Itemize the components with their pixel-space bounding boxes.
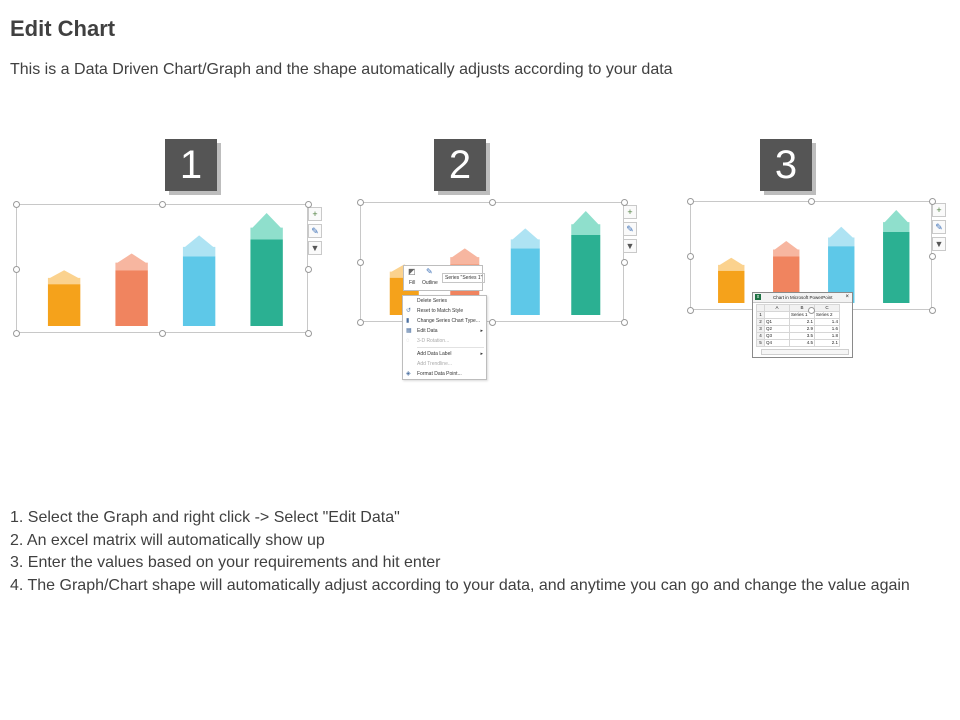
chart-2[interactable] (360, 202, 624, 322)
resize-handle[interactable] (13, 330, 20, 337)
chart-1-tools (308, 207, 322, 258)
menu-item-delete-series[interactable] (403, 296, 486, 306)
cell[interactable]: 4.5 (790, 340, 815, 347)
page-title: Edit Chart (10, 16, 116, 41)
plus-icon[interactable]: + (932, 203, 946, 217)
arrow-series-2-2[interactable] (115, 253, 147, 270)
resize-handle[interactable] (929, 253, 936, 260)
bar-series-1-3[interactable] (183, 256, 215, 326)
table-icon: ▦ (406, 328, 412, 334)
chart-1-svg (17, 205, 307, 332)
outline-label: Outline (422, 280, 438, 286)
column-header: B (790, 305, 815, 312)
arrow-series-2-4[interactable] (250, 213, 282, 240)
menu-item-edit-data[interactable] (403, 326, 486, 336)
filter-icon[interactable]: ▼ (623, 239, 637, 253)
brush-icon[interactable]: ✎ (308, 224, 322, 238)
resize-handle[interactable] (621, 259, 628, 266)
resize-handle[interactable] (489, 199, 496, 206)
row-header: 2 (757, 319, 765, 326)
resize-handle[interactable] (357, 319, 364, 326)
excel-icon: x (756, 294, 760, 300)
bar-series-1-3[interactable] (511, 248, 540, 315)
submenu-arrow-icon: ▸ (480, 351, 483, 357)
bar-series-1-4[interactable] (883, 232, 909, 303)
resize-handle[interactable] (305, 266, 312, 273)
excel-grid (756, 304, 840, 347)
bar-series-1-4[interactable] (571, 235, 600, 315)
excel-titlebar (753, 293, 852, 303)
series-select[interactable]: Series "Series 1" (442, 273, 485, 283)
resize-handle[interactable] (159, 201, 166, 208)
resize-handle[interactable] (489, 319, 496, 326)
cell[interactable]: Q1 (765, 319, 790, 326)
resize-handle[interactable] (13, 201, 20, 208)
cell[interactable]: 1.6 (815, 326, 840, 333)
row-header: 3 (757, 326, 765, 333)
instruction-step-4: 4. The Graph/Chart shape will automatically adjust according to your data, and anytime you can go and change the value again (10, 576, 910, 594)
cell[interactable]: Q3 (765, 333, 790, 340)
resize-handle[interactable] (305, 330, 312, 337)
step-badge-1: 1 (165, 139, 217, 191)
column-header: A (765, 305, 790, 312)
cell[interactable]: 3.5 (790, 333, 815, 340)
resize-handle[interactable] (808, 198, 815, 205)
bar-series-1-2[interactable] (115, 270, 147, 326)
reset-icon: ↺ (406, 308, 412, 314)
chart-1[interactable] (16, 204, 308, 333)
brush-icon[interactable]: ✎ (932, 220, 946, 234)
context-menu (402, 295, 487, 380)
row-header: 4 (757, 333, 765, 340)
close-icon[interactable]: × (845, 294, 849, 300)
resize-handle[interactable] (687, 253, 694, 260)
arrow-series-2-3[interactable] (511, 228, 540, 248)
horizontal-scrollbar[interactable] (761, 349, 849, 355)
resize-handle[interactable] (357, 199, 364, 206)
row-header: 1 (757, 312, 765, 319)
plus-icon[interactable]: + (308, 207, 322, 221)
resize-handle[interactable] (305, 201, 312, 208)
menu-item-format-data-point[interactable] (403, 369, 486, 379)
mini-toolbar (403, 265, 483, 291)
cell[interactable]: Series 1 (790, 312, 815, 319)
step-badge-3: 3 (760, 139, 812, 191)
filter-icon[interactable]: ▼ (932, 237, 946, 251)
bar-series-1-4[interactable] (250, 240, 282, 326)
menu-item-label: Add Trendline... (417, 361, 453, 367)
arrow-series-2-3[interactable] (828, 227, 854, 246)
fill-bucket-icon[interactable]: ◩ (408, 267, 416, 276)
arrow-series-2-2[interactable] (450, 248, 479, 264)
row-header: 5 (757, 340, 765, 347)
cell[interactable]: Q2 (765, 326, 790, 333)
cell[interactable]: 2.1 (790, 319, 815, 326)
resize-handle[interactable] (13, 266, 20, 273)
chart-type-icon: ▮ (406, 318, 410, 324)
arrow-series-2-2[interactable] (773, 241, 799, 257)
excel-title: Chart in Microsoft PowerPoint (773, 295, 833, 300)
arrow-series-2-4[interactable] (571, 211, 600, 235)
menu-item-label: Add Data Label (417, 351, 452, 357)
fill-label: Fill (409, 280, 416, 286)
plus-icon[interactable]: + (623, 205, 637, 219)
format-icon: ◈ (406, 371, 411, 377)
menu-item-add-data-label[interactable] (403, 349, 486, 359)
arrow-series-2-1[interactable] (48, 270, 80, 284)
menu-item-label: Reset to Match Style (417, 308, 464, 314)
resize-handle[interactable] (929, 307, 936, 314)
cell[interactable]: 1.8 (815, 333, 840, 340)
page-subtitle: This is a Data Driven Chart/Graph and the shape automatically adjusts according to your data (10, 61, 673, 78)
brush-icon[interactable]: ✎ (623, 222, 637, 236)
menu-item-change-chart-type[interactable] (403, 316, 486, 326)
column-header: C (815, 305, 840, 312)
resize-handle[interactable] (687, 307, 694, 314)
menu-item-label: Format Data Point... (417, 371, 462, 377)
step-badge-2: 2 (434, 139, 486, 191)
corner-cell (757, 305, 765, 312)
submenu-arrow-icon: ▸ (480, 328, 483, 334)
chart-2-tools (623, 205, 637, 256)
menu-item-label: Change Series Chart Type... (417, 318, 480, 324)
resize-handle[interactable] (621, 199, 628, 206)
arrow-series-2-1[interactable] (718, 258, 744, 271)
chart-3-tools (932, 203, 946, 254)
cell[interactable]: Series 2 (815, 312, 840, 319)
resize-handle[interactable] (929, 198, 936, 205)
filter-icon[interactable]: ▼ (308, 241, 322, 255)
bar-series-1-1[interactable] (718, 271, 744, 303)
outline-pen-icon[interactable]: ✎ (426, 267, 433, 276)
menu-item-reset-style[interactable] (403, 306, 486, 316)
cell[interactable] (765, 312, 790, 319)
instructions (10, 507, 940, 597)
cell[interactable]: 1.4 (815, 319, 840, 326)
menu-separator (417, 347, 484, 348)
resize-handle[interactable] (687, 198, 694, 205)
chart-2-svg (361, 203, 623, 321)
resize-handle[interactable] (357, 259, 364, 266)
menu-item-3d-rotation[interactable] (403, 336, 486, 346)
rotate-icon: ◌ (406, 338, 410, 344)
arrow-series-2-4[interactable] (883, 210, 909, 232)
menu-item-add-trendline[interactable] (403, 359, 486, 369)
instruction-step-2: 2. An excel matrix will automatically show up (10, 531, 325, 549)
instruction-step-1: 1. Select the Graph and right click -> Select "Edit Data" (10, 509, 400, 526)
menu-item-label: Delete Series (417, 298, 448, 304)
menu-item-label: Edit Data (417, 328, 438, 334)
cell[interactable]: 2.1 (815, 340, 840, 347)
resize-handle[interactable] (808, 307, 815, 314)
resize-handle[interactable] (621, 319, 628, 326)
cell[interactable]: Q4 (765, 340, 790, 347)
instruction-step-3: 3. Enter the values based on your requirements and hit enter (10, 554, 441, 571)
bar-series-1-1[interactable] (48, 284, 80, 326)
excel-popup[interactable] (752, 292, 853, 358)
arrow-series-2-3[interactable] (183, 235, 215, 256)
cell[interactable]: 2.9 (790, 326, 815, 333)
menu-item-label: 3-D Rotation... (417, 338, 450, 344)
resize-handle[interactable] (159, 330, 166, 337)
